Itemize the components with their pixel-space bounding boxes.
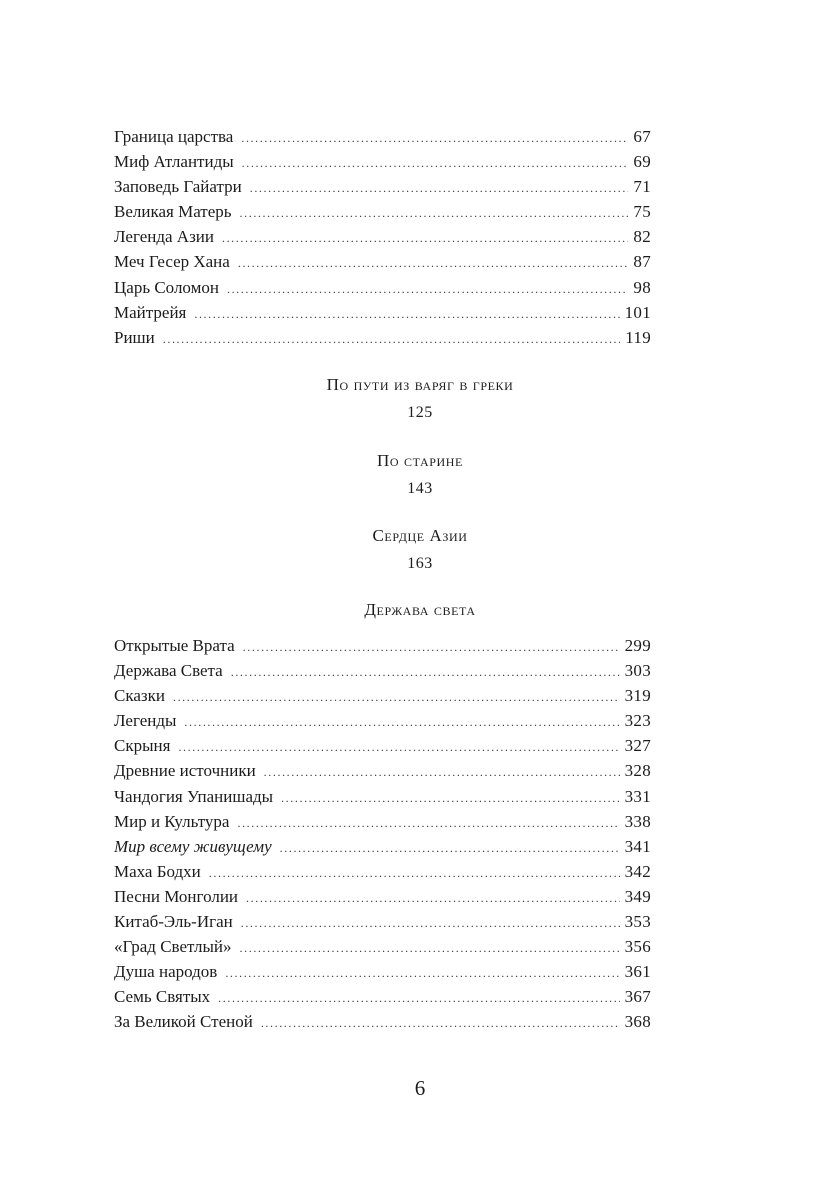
dot-leader <box>261 1011 620 1036</box>
toc-entry-page: 356 <box>624 937 651 957</box>
toc-entry-title: Держава Света <box>114 661 223 681</box>
toc-entry-title: Миф Атлантиды <box>114 152 234 172</box>
toc-entry-title: Меч Гесер Хана <box>114 252 230 272</box>
section-page-number: 163 <box>407 555 433 572</box>
toc-entry <box>114 758 651 783</box>
toc-entry-title: Заповедь Гайатри <box>114 177 242 197</box>
dot-leader <box>238 251 629 276</box>
dot-leader <box>218 986 619 1011</box>
section-block <box>0 373 840 425</box>
dot-leader <box>173 685 620 710</box>
toc-entry-title: Песни Монголии <box>114 886 239 906</box>
dot-leader <box>280 836 620 861</box>
toc-entry <box>114 909 651 934</box>
toc-entry-page: 82 <box>633 227 651 247</box>
toc-entry <box>114 300 651 325</box>
toc-entry-title: Маха Бодхи <box>114 861 201 881</box>
toc-entry-title: «Град Светлый» <box>114 937 232 957</box>
section-title: По старине <box>377 451 463 470</box>
toc-entry-page: 75 <box>633 202 651 222</box>
toc-entry-title: Открытые Врата <box>114 636 235 655</box>
toc-entry <box>114 174 651 199</box>
toc-entry <box>114 934 651 959</box>
toc-entry-page: 299 <box>624 636 651 655</box>
toc-entry-title: Риши <box>114 327 155 347</box>
toc-entry-title: Мир и Культура <box>114 811 230 831</box>
section-block <box>0 524 840 576</box>
toc-entry <box>114 809 651 834</box>
toc-entry-page: 331 <box>624 786 651 806</box>
dot-leader <box>222 226 628 251</box>
dot-leader <box>194 302 619 327</box>
toc-entry <box>114 124 651 149</box>
toc-entry-page: 98 <box>633 277 651 297</box>
toc-entry-title: Чандогия Упанишады <box>114 786 274 806</box>
toc-entry-page: 338 <box>624 811 651 831</box>
dot-leader <box>241 126 628 151</box>
toc-list-second <box>114 633 651 1035</box>
toc-entry <box>114 834 651 859</box>
toc-entry-page: 368 <box>624 1012 651 1032</box>
section-block <box>0 449 840 501</box>
dot-leader <box>178 735 619 760</box>
dot-leader <box>227 277 628 302</box>
toc-list-first <box>114 124 651 350</box>
toc-entry <box>114 784 651 809</box>
toc-entry-title: Семь Святых <box>114 987 211 1007</box>
dot-leader <box>242 151 629 176</box>
toc-entry <box>114 199 651 224</box>
toc-entry-page: 101 <box>624 302 651 322</box>
dot-leader <box>241 911 620 936</box>
toc-entry <box>114 708 651 733</box>
toc-entry-title: Легенды <box>114 711 177 731</box>
dot-leader <box>209 861 620 886</box>
toc-entry-page: 342 <box>624 861 651 881</box>
section-title: Сердце Азии <box>372 526 468 545</box>
dot-leader <box>240 936 620 961</box>
section-heading: Держава света <box>364 600 476 619</box>
toc-entry <box>114 884 651 909</box>
toc-entry <box>114 633 651 658</box>
dot-leader <box>243 635 620 660</box>
toc-entry <box>114 224 651 249</box>
toc-entry <box>114 149 651 174</box>
toc-entry-title: Мир всему живущему <box>114 836 272 856</box>
toc-entry <box>114 658 651 683</box>
toc-entry-page: 67 <box>633 127 651 146</box>
toc-entry-title: Скрыня <box>114 736 171 756</box>
toc-entry <box>114 683 651 708</box>
dot-leader <box>231 660 620 685</box>
toc-entry-page: 353 <box>624 912 651 932</box>
toc-entry-title: Царь Соломон <box>114 277 219 297</box>
dot-leader <box>250 176 629 201</box>
toc-entry <box>114 984 651 1009</box>
toc-entry-title: Сказки <box>114 686 165 706</box>
toc-entry-title: Душа народов <box>114 962 218 982</box>
toc-entry-title: Легенда Азии <box>114 227 214 247</box>
toc-entry-title: Великая Матерь <box>114 202 232 222</box>
toc-entry <box>114 959 651 984</box>
toc-entry-page: 319 <box>624 686 651 706</box>
toc-entry-title: За Великой Стеной <box>114 1012 253 1032</box>
toc-entry-page: 367 <box>624 987 651 1007</box>
dot-leader <box>184 710 619 735</box>
toc-entry-page: 323 <box>624 711 651 731</box>
toc-entry-page: 341 <box>624 836 651 856</box>
toc-entry-page: 71 <box>633 177 651 197</box>
toc-entry-page: 349 <box>624 886 651 906</box>
toc-entry-title: Граница царства <box>114 127 234 146</box>
section-block <box>0 598 840 622</box>
toc-entry <box>114 1009 651 1034</box>
toc-entry-page: 119 <box>625 327 651 347</box>
dot-leader <box>240 201 629 226</box>
section-page-number: 125 <box>407 404 433 421</box>
dot-leader <box>225 961 619 986</box>
dot-leader <box>264 760 620 785</box>
toc-entry <box>114 275 651 300</box>
toc-entry <box>114 325 651 350</box>
dot-leader <box>237 811 619 836</box>
section-title: По пути из варяг в греки <box>326 375 514 394</box>
toc-entry-page: 87 <box>633 252 651 272</box>
toc-entry-page: 303 <box>624 661 651 681</box>
toc-entry-title: Китаб-Эль-Иган <box>114 912 233 932</box>
toc-entry-page: 69 <box>633 152 651 172</box>
dot-leader <box>246 886 620 911</box>
section-page-number: 143 <box>407 480 433 497</box>
toc-entry-page: 327 <box>624 736 651 756</box>
toc-entry-page: 328 <box>624 761 651 781</box>
toc-entry <box>114 859 651 884</box>
toc-entry-page: 361 <box>624 962 651 982</box>
page-number: 6 <box>414 1076 426 1100</box>
toc-entry-title: Майтрейя <box>114 302 187 322</box>
dot-leader <box>281 786 620 811</box>
dot-leader <box>163 327 620 352</box>
toc-entry <box>114 249 651 274</box>
toc-entry-title: Древние источники <box>114 761 256 781</box>
toc-entry <box>114 733 651 758</box>
